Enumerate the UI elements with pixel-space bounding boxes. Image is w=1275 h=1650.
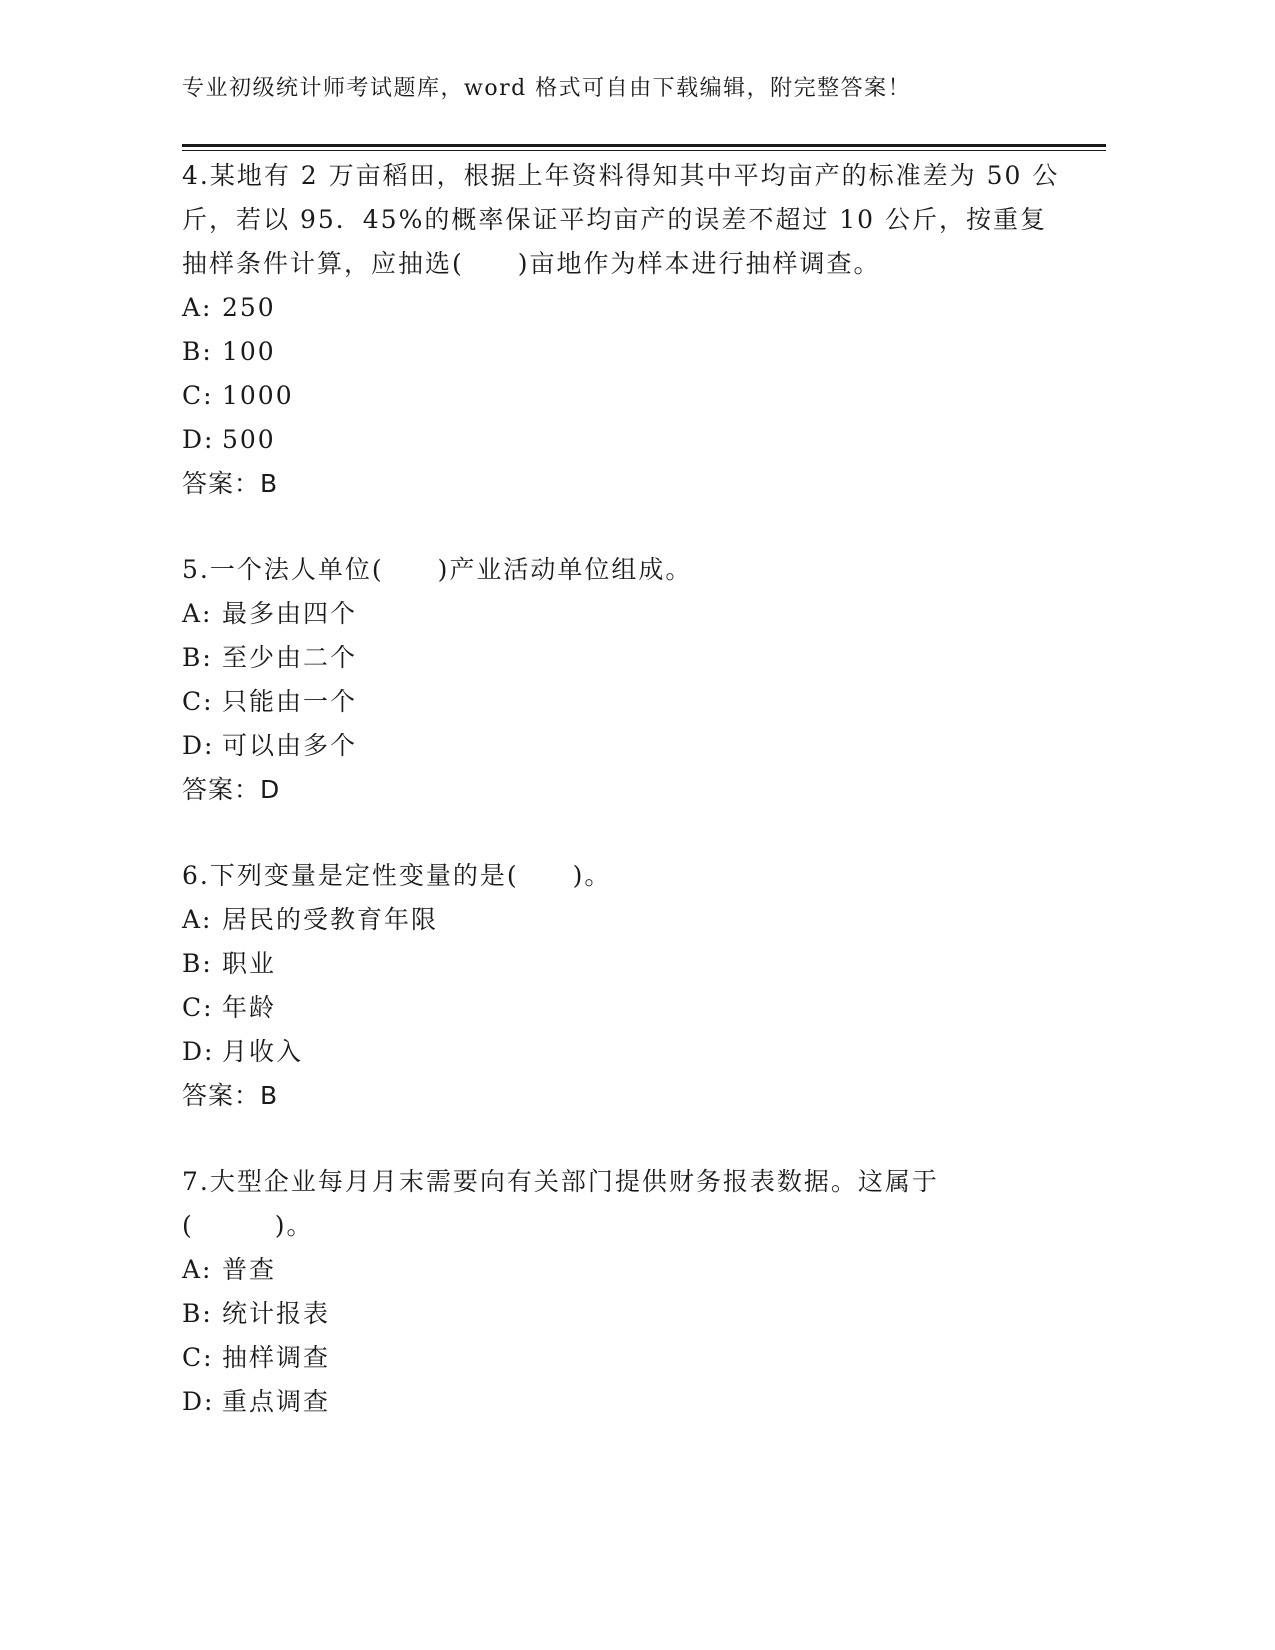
option-b	[182, 1292, 1062, 1336]
option-key: C:	[182, 381, 214, 410]
option-c	[182, 1336, 1062, 1380]
option-text: 只能由一个	[222, 687, 358, 716]
option-text: 250	[222, 293, 276, 322]
option-d	[182, 418, 1062, 462]
option-key: C:	[182, 1343, 214, 1372]
answer-line: 答案：B	[182, 469, 279, 498]
option-key: A:	[182, 905, 213, 934]
question-stem: 4.某地有 2 万亩稻田，根据上年资料得知其中平均亩产的标准差为 50 公斤，若以 95．45%的概率保证平均亩产的误差不超过 10 公斤，按重复抽样条件计算，应抽选( )亩地作为样本进行抽样调查。	[182, 161, 1060, 278]
header-rule-thick	[182, 144, 1106, 147]
option-text: 最多由四个	[222, 599, 358, 628]
question-6	[182, 854, 1062, 1118]
option-text: 年龄	[222, 993, 277, 1022]
option-d	[182, 724, 1062, 768]
option-text: 100	[222, 337, 276, 366]
option-key: B:	[182, 949, 213, 978]
option-key: A:	[182, 293, 213, 322]
option-d	[182, 1030, 1062, 1074]
option-key: D:	[182, 425, 215, 454]
answer-line: 答案：D	[182, 775, 281, 804]
option-c	[182, 374, 1062, 418]
question-7	[182, 1160, 1062, 1424]
question-stem: 6.下列变量是定性变量的是( )。	[182, 861, 612, 890]
option-key: A:	[182, 1255, 213, 1284]
option-b	[182, 942, 1062, 986]
option-a	[182, 1248, 1062, 1292]
question-stem: 7.大型企业每月月末需要向有关部门提供财务报表数据。这属于( )。	[182, 1167, 939, 1240]
question-5	[182, 548, 1062, 812]
option-key: A:	[182, 599, 213, 628]
option-text: 可以由多个	[222, 731, 358, 760]
question-stem: 5.一个法人单位( )产业活动单位组成。	[182, 555, 693, 584]
option-c	[182, 680, 1062, 724]
option-key: C:	[182, 993, 214, 1022]
option-text: 500	[222, 425, 276, 454]
option-text: 1000	[222, 381, 294, 410]
option-a	[182, 592, 1062, 636]
answer-line: 答案：B	[182, 1081, 279, 1110]
option-a	[182, 898, 1062, 942]
option-key: B:	[182, 1299, 213, 1328]
question-list	[182, 154, 1062, 1466]
option-a	[182, 286, 1062, 330]
option-key: C:	[182, 687, 214, 716]
option-text: 职业	[222, 949, 277, 978]
page-header: 专业初级统计师考试题库，word 格式可自由下载编辑，附完整答案！	[182, 76, 912, 101]
option-key: B:	[182, 337, 213, 366]
option-text: 居民的受教育年限	[222, 905, 439, 934]
option-text: 重点调查	[222, 1387, 331, 1416]
option-key: B:	[182, 643, 213, 672]
option-b	[182, 636, 1062, 680]
option-text: 抽样调查	[222, 1343, 331, 1372]
option-text: 月收入	[222, 1037, 304, 1066]
option-key: D:	[182, 731, 215, 760]
option-key: D:	[182, 1387, 215, 1416]
option-b	[182, 330, 1062, 374]
question-4	[182, 154, 1062, 506]
option-text: 至少由二个	[222, 643, 358, 672]
option-c	[182, 986, 1062, 1030]
option-text: 普查	[222, 1255, 277, 1284]
option-key: D:	[182, 1037, 215, 1066]
option-text: 统计报表	[222, 1299, 331, 1328]
option-d	[182, 1380, 1062, 1424]
header-rule-thin	[182, 150, 1106, 151]
